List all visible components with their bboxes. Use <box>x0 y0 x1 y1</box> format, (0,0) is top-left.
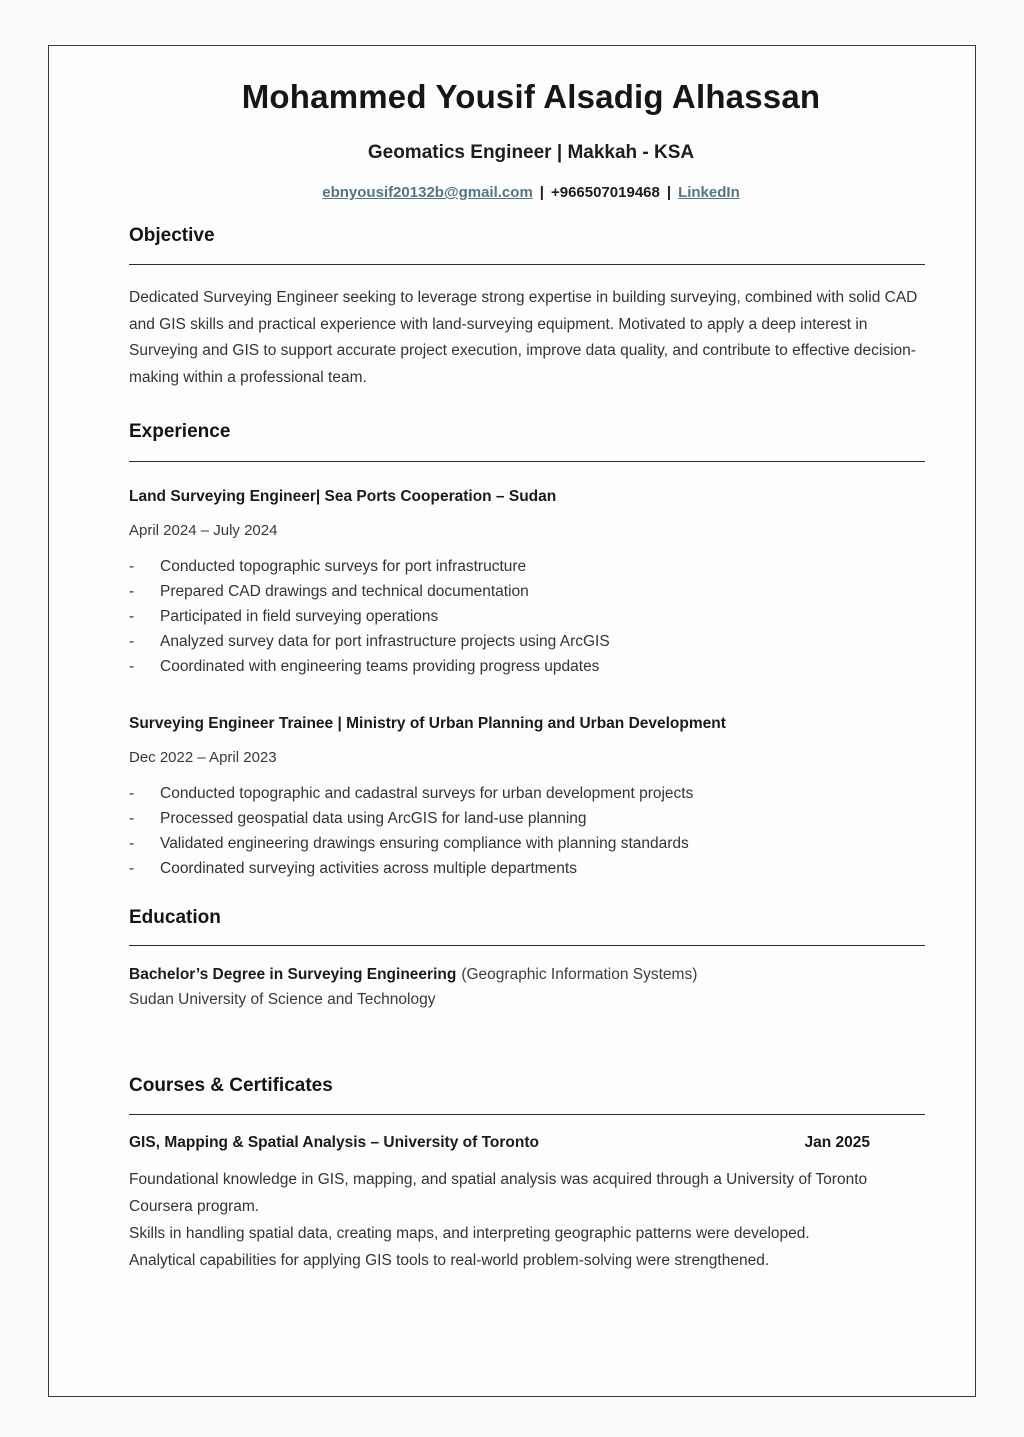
bullet-dash: - <box>129 633 135 650</box>
list-item <box>129 831 933 856</box>
course-heading-row <box>129 1134 933 1152</box>
degree-name: Bachelor’s Degree in Surveying Engineering <box>129 966 457 983</box>
bullet-text: Coordinated surveying activities across multiple departments <box>160 860 577 877</box>
section-title-education: Education <box>129 907 221 928</box>
bullet-text: Validated engineering drawings ensuring compliance with planning standards <box>160 835 689 852</box>
bullet-dash: - <box>129 835 135 852</box>
section-title-objective: Objective <box>129 225 215 246</box>
bullet-text: Conducted topographic surveys for port infrastructure <box>160 558 527 575</box>
email-link[interactable]: ebnyousif20132b@gmail.com <box>322 184 533 201</box>
section-title-courses: Courses & Certificates <box>129 1075 333 1096</box>
bullet-text: Analyzed survey data for port infrastructure projects using ArcGIS <box>160 633 610 650</box>
contact-separator: | <box>539 184 544 201</box>
course-date: Jan 2025 <box>804 1134 870 1151</box>
course-description-line: Foundational knowledge in GIS, mapping, and spatial analysis was acquired through a University of Toronto Coursera program. <box>129 1171 868 1215</box>
list-item <box>129 579 933 604</box>
list-item <box>129 781 933 806</box>
objective-text: Dedicated Surveying Engineer seeking to leverage strong expertise in building surveying, combined with solid CAD and GIS skills and practical experience with land-surveying equipment. Motivated to apply a deep interest in Surveying and GIS to support accurate project execution, improve data quality, and contribute to effective decision-making within a professional team. <box>129 289 918 386</box>
section-divider <box>129 461 925 462</box>
job-bullet-list <box>129 781 933 881</box>
school-name: Sudan University of Science and Technology <box>129 991 436 1008</box>
bullet-dash: - <box>129 860 135 877</box>
course-name: GIS, Mapping & Spatial Analysis – University of Toronto <box>129 1134 539 1151</box>
bullet-dash: - <box>129 558 135 575</box>
contact-line <box>129 184 933 201</box>
list-item <box>129 604 933 629</box>
bullet-dash: - <box>129 785 135 802</box>
section-title-experience: Experience <box>129 421 231 442</box>
linkedin-link[interactable]: LinkedIn <box>678 184 740 201</box>
section-divider <box>129 945 925 946</box>
section-divider <box>129 264 925 265</box>
course-description-line: Skills in handling spatial data, creating maps, and interpreting geographic patterns were developed. <box>129 1225 810 1242</box>
job-dates: April 2024 – July 2024 <box>129 522 278 539</box>
bullet-dash: - <box>129 810 135 827</box>
job-dates: Dec 2022 – April 2023 <box>129 749 277 766</box>
job-heading: Surveying Engineer Trainee | Ministry of Urban Planning and Urban Development <box>129 715 726 732</box>
bullet-dash: - <box>129 608 135 625</box>
list-item <box>129 554 933 579</box>
bullet-dash: - <box>129 658 135 675</box>
section-divider <box>129 1114 925 1115</box>
phone-number: +966507019468 <box>550 184 660 201</box>
list-item <box>129 856 933 881</box>
candidate-title: Geomatics Engineer | Makkah - KSA <box>367 142 695 163</box>
job-heading: Land Surveying Engineer| Sea Ports Cooperation – Sudan <box>129 488 557 505</box>
contact-separator: | <box>666 184 672 201</box>
job-bullet-list <box>129 554 933 679</box>
bullet-dash: - <box>129 583 135 600</box>
list-item <box>129 629 933 654</box>
course-description-line: Analytical capabilities for applying GIS tools to real-world problem-solving were strengthened. <box>129 1252 770 1269</box>
bullet-text: Prepared CAD drawings and technical documentation <box>160 583 529 600</box>
bullet-text: Processed geospatial data using ArcGIS for land-use planning <box>160 810 587 827</box>
candidate-name: Mohammed Yousif Alsadig Alhassan <box>241 78 821 115</box>
bullet-text: Coordinated with engineering teams providing progress updates <box>160 658 600 675</box>
course-description <box>129 1166 933 1274</box>
degree-line <box>129 966 933 984</box>
bullet-text: Conducted topographic and cadastral surveys for urban development projects <box>160 785 694 802</box>
resume-page <box>48 45 976 1397</box>
list-item <box>129 806 933 831</box>
list-item <box>129 654 933 679</box>
bullet-text: Participated in field surveying operations <box>160 608 439 625</box>
degree-note: (Geographic Information Systems) <box>461 966 698 983</box>
